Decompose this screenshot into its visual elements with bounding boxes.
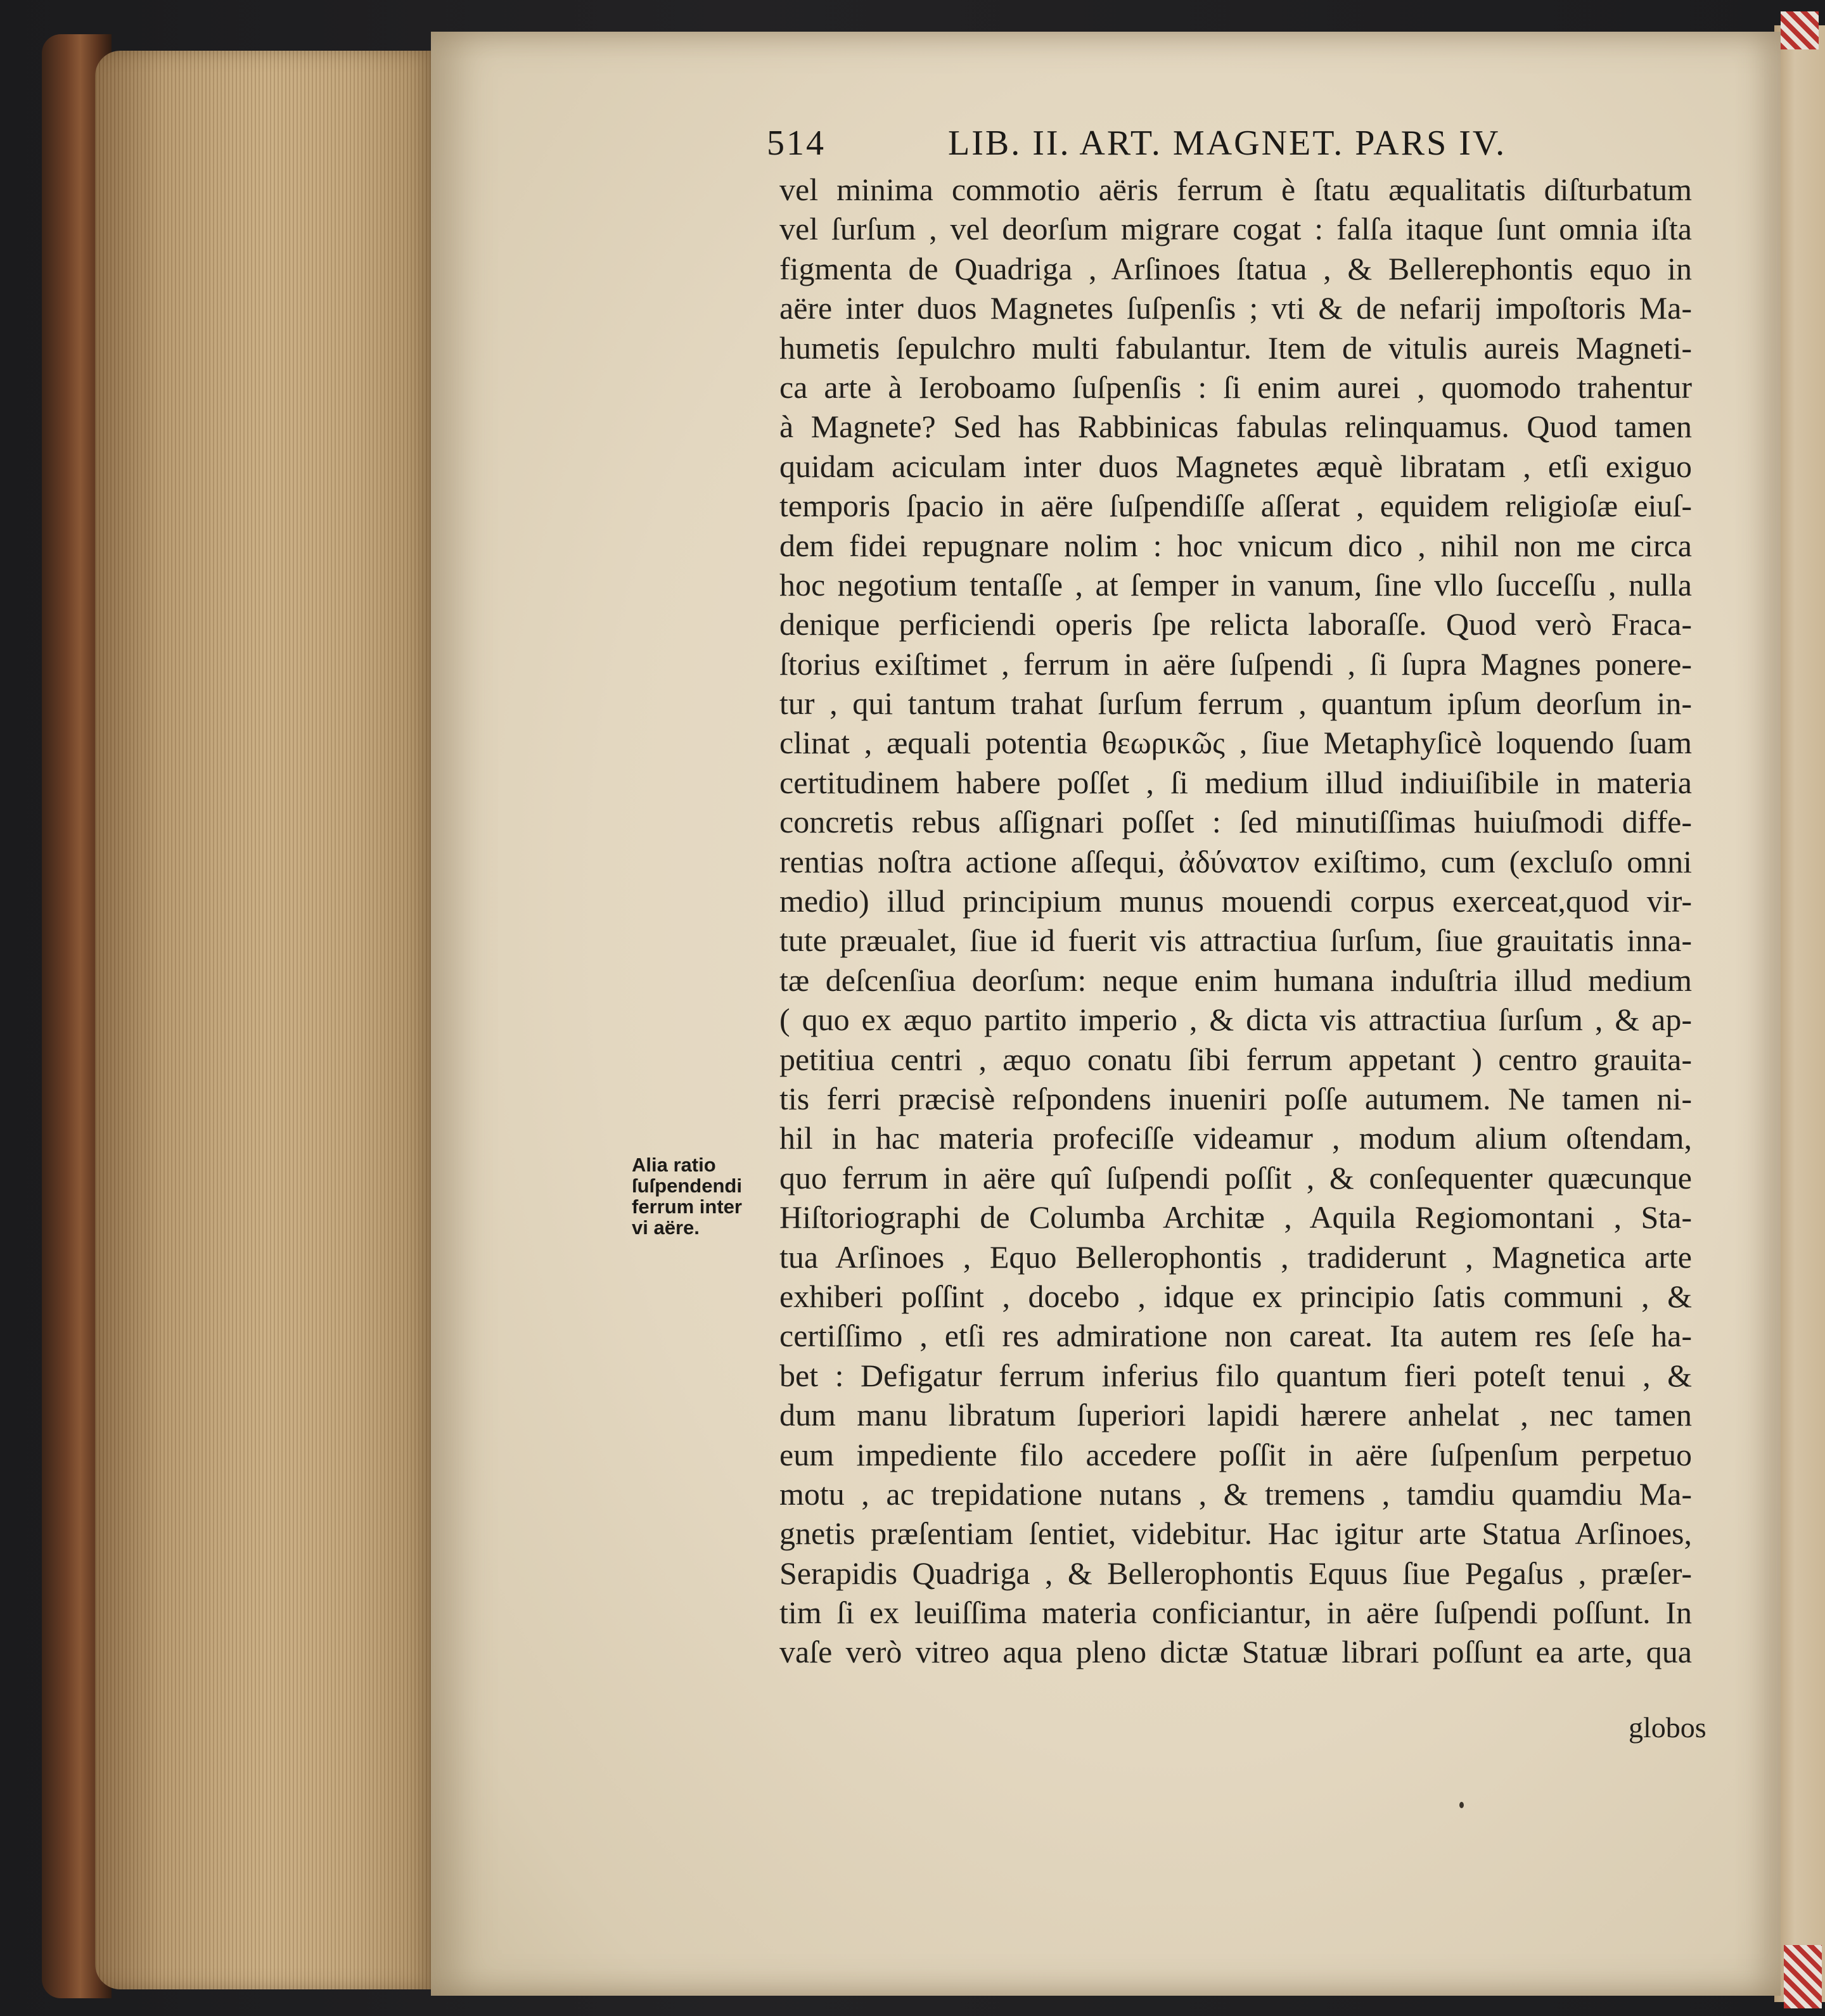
marginal-note-line: ſuſpendendi bbox=[632, 1175, 742, 1197]
marginal-note-line: Alia ratio bbox=[632, 1154, 716, 1176]
catchword: globos bbox=[1629, 1711, 1707, 1744]
text-line: vaſe verò vitreo aqua pleno dictæ Statuæ librari poſſunt ea arte, qua bbox=[779, 1634, 1692, 1670]
text-line: medio) illud principium munus mouendi corpus exerceat,quod vir- bbox=[779, 883, 1692, 919]
text-line: tur , qui tantum trahat ſurſum ferrum , quantum ipſum deorſum in- bbox=[779, 686, 1692, 722]
text-line: ca arte à Ieroboamo ſuſpenſis : ſi enim aurei , quomodo trahentur bbox=[779, 369, 1692, 405]
text-line: dum manu libratum ſuperiori lapidi hærere anhelat , nec tamen bbox=[779, 1397, 1692, 1433]
text-line: quidam aciculam inter duos Magnetes æquè libratam , etſi exiguo bbox=[779, 448, 1692, 484]
text-line: denique perficiendi operis ſpe relicta laboraſſe. Quod verò Fraca- bbox=[779, 606, 1692, 642]
marginal-note-line: ferrum inter bbox=[632, 1196, 742, 1218]
running-title: LIB. II. ART. MAGNET. PARS IV. bbox=[948, 124, 1507, 163]
text-line: exhiberi poſſint , docebo , idque ex principio ſatis communi , & bbox=[779, 1278, 1692, 1314]
text-line: eum impediente filo accedere poſſit in aëre ſuſpenſum perpetuo bbox=[779, 1436, 1692, 1472]
text-line: dem fidei repugnare nolim : hoc vnicum dico , nihil non me circa bbox=[779, 527, 1692, 563]
text-line: gnetis præſentiam ſentiet, videbitur. Hac igitur arte Statua Arſinoes, bbox=[779, 1515, 1692, 1552]
main-text-block bbox=[779, 170, 1692, 1672]
headband-top bbox=[1781, 11, 1819, 49]
text-line: tæ deſcenſiua deorſum: neque enim humana induſtria illud medium bbox=[779, 962, 1692, 998]
text-line: concretis rebus aſſignari poſſet : ſed minutiſſimas huiuſmodi diffe- bbox=[779, 804, 1692, 840]
text-line: aëre inter duos Magnetes ſuſpenſis ; vti & de nefarij impoſtoris Ma- bbox=[779, 290, 1692, 326]
facing-page-edge bbox=[1774, 25, 1825, 2002]
text-line: clinat , æquali potentia θεωρικῶς , ſiue Metaphyſicè loquendo ſuam bbox=[779, 725, 1692, 761]
running-head bbox=[767, 123, 1648, 167]
text-line: ſtorius exiſtimet , ferrum in aëre ſuſpendi , ſi ſupra Magnes ponere- bbox=[779, 646, 1692, 682]
text-line: rentias noſtra actione aſſequi, ἀδύνατον exiſtimo, cum (excluſo omni bbox=[779, 843, 1692, 879]
marginal-note bbox=[632, 1154, 776, 1238]
ink-speck bbox=[1459, 1802, 1464, 1808]
text-line: bet : Defigatur ferrum inferius filo quantum fieri poteſt tenui , & bbox=[779, 1357, 1692, 1393]
page-number: 514 bbox=[767, 124, 826, 163]
text-line: tis ferri præcisè reſpondens inueniri poſſe autumem. Ne tamen ni- bbox=[779, 1080, 1692, 1116]
text-line: tute præualet, ſiue id fuerit vis attractiua ſurſum, ſiue grauitatis inna- bbox=[779, 922, 1692, 959]
text-line: hoc negotium tentaſſe , at ſemper in vanum, ſine vllo ſucceſſu , nulla bbox=[779, 566, 1692, 603]
text-line: tim ſi ex leuiſſima materia conficiantur, in aëre ſuſpendi poſſunt. In bbox=[779, 1595, 1692, 1631]
text-line: Hiſtoriographi de Columba Architæ , Aquila Regiomontani , Sta- bbox=[779, 1199, 1692, 1235]
text-line: tua Arſinoes , Equo Bellerophontis , tradiderunt , Magnetica arte bbox=[779, 1239, 1692, 1275]
text-line: humetis ſepulchro multi fabulantur. Item de vitulis aureis Magneti- bbox=[779, 329, 1692, 366]
text-line: vel ſurſum , vel deorſum migrare cogat : falſa itaque ſunt omnia iſta bbox=[779, 211, 1692, 247]
text-line: certitudinem habere poſſet , ſi medium illud indiuiſibile in materia bbox=[779, 764, 1692, 800]
text-line: à Magnete? Sed has Rabbinicas fabulas relinquamus. Quod tamen bbox=[779, 409, 1692, 445]
text-line: figmenta de Quadriga , Arſinoes ſtatua , & Bellerephontis equo in bbox=[779, 250, 1692, 286]
text-line: Serapidis Quadriga , & Bellerophontis Equus ſiue Pegaſus , præſer- bbox=[779, 1555, 1692, 1591]
text-line: ( quo ex æquo partito imperio , & dicta vis attractiua ſurſum , & ap- bbox=[779, 1002, 1692, 1038]
text-line: vel minima commotio aëris ferrum è ſtatu æqualitatis diſturbatum bbox=[779, 172, 1692, 207]
headband-bottom bbox=[1784, 1945, 1822, 2008]
text-line: quo ferrum in aëre quî ſuſpendi poſſit , & conſequenter quæcunque bbox=[779, 1159, 1692, 1196]
page-edges bbox=[95, 51, 437, 1989]
text-line: temporis ſpacio in aëre ſuſpendiſſe aſſerat , equidem religioſæ eiuſ- bbox=[779, 488, 1692, 524]
text-line: certiſſimo , etſi res admiratione non careat. Ita autem res ſeſe ha- bbox=[779, 1318, 1692, 1354]
text-line: petitiua centri , æquo conatu ſibi ferrum appetant ) centro grauita- bbox=[779, 1041, 1692, 1077]
text-line: motu , ac trepidatione nutans , & tremens , tamdiu quamdiu Ma- bbox=[779, 1476, 1692, 1512]
text-line: hil in hac materia profeciſſe videamur , modum alium oſtendam, bbox=[779, 1120, 1692, 1156]
marginal-note-line: vi aëre. bbox=[632, 1216, 700, 1239]
